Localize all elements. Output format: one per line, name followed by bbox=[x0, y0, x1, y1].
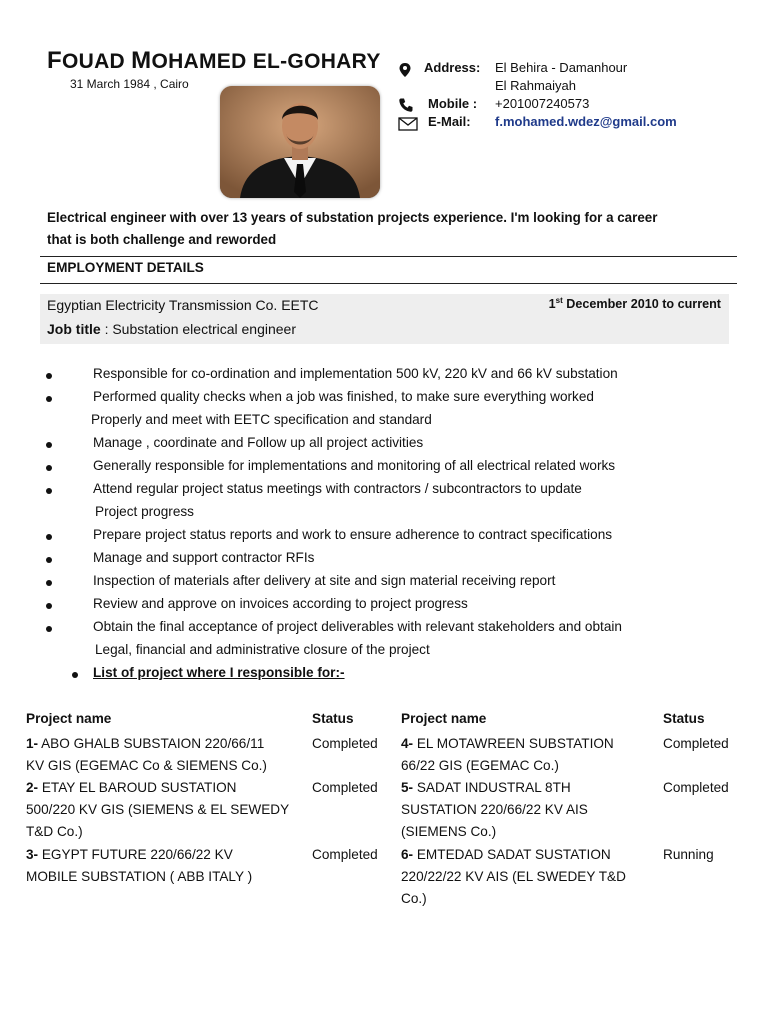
map-pin-icon bbox=[398, 62, 414, 78]
list-item: Review and approve on invoices according to project progress bbox=[93, 596, 468, 611]
employer-name: Egyptian Electricity Transmission Co. EETC bbox=[47, 297, 319, 313]
date-suffix: st bbox=[555, 296, 563, 305]
summary-line-1: Electrical engineer with over 13 years of substation projects experience. I'm looking for a career bbox=[47, 210, 658, 225]
profile-photo bbox=[220, 86, 380, 198]
career-summary bbox=[47, 207, 737, 251]
name-initial-middle: M bbox=[131, 47, 152, 74]
project-number: 2- bbox=[26, 780, 39, 795]
bullet-dot bbox=[72, 672, 78, 678]
email-label: E-Mail: bbox=[428, 114, 471, 129]
project-name-cont: (SIEMENS Co.) bbox=[401, 824, 497, 839]
list-item: Generally responsible for implementations and monitoring of all electrical related works bbox=[93, 458, 616, 473]
project-name: ETAY EL BAROUD SUSTATION bbox=[38, 780, 237, 795]
bullet-dot bbox=[46, 534, 52, 540]
project-status: Completed bbox=[312, 847, 378, 862]
name-initial-first: F bbox=[47, 47, 62, 74]
bullet-dot bbox=[46, 465, 52, 471]
table-row bbox=[401, 844, 656, 910]
list-item: Manage and support contractor RFIs bbox=[93, 550, 315, 565]
date-day: 1 bbox=[548, 297, 556, 312]
project-name: EMTEDAD SADAT SUSTATION bbox=[413, 847, 611, 862]
bullet-dot bbox=[46, 580, 52, 586]
list-item: Prepare project status reports and work to ensure adherence to contract specifications bbox=[93, 527, 613, 542]
table-row bbox=[401, 777, 656, 843]
bullet-dot bbox=[46, 488, 52, 494]
address-label: Address: bbox=[424, 60, 481, 75]
project-name-cont: 66/22 GIS (EGEMAC Co.) bbox=[401, 758, 559, 773]
project-status: Completed bbox=[312, 780, 378, 795]
table-row bbox=[26, 733, 306, 777]
list-item: Responsible for co-ordination and implementation 500 kV, 220 kV and 66 kV substation bbox=[93, 366, 618, 381]
project-name-cont: 500/220 KV GIS (SIEMENS & EL SEWEDY bbox=[26, 802, 290, 817]
job-title bbox=[47, 321, 296, 337]
job-title-label: Job title bbox=[47, 321, 101, 337]
project-number: 1- bbox=[26, 736, 39, 751]
resume-name bbox=[47, 47, 381, 75]
address-line-2: El Rahmaiyah bbox=[495, 78, 576, 93]
bullet-dot bbox=[46, 442, 52, 448]
project-name: ABO GHALB SUBSTAION 220/66/11 bbox=[38, 736, 265, 751]
bullet-dot bbox=[46, 373, 52, 379]
name-middle-rest: OHAMED EL-GOHARY bbox=[151, 50, 381, 73]
project-name: EGYPT FUTURE 220/66/22 KV bbox=[38, 847, 233, 862]
list-item: Manage , coordinate and Follow up all project activities bbox=[93, 435, 424, 450]
list-item: Inspection of materials after delivery at site and sign material receiving report bbox=[93, 573, 556, 588]
project-name: EL MOTAWREEN SUBSTATION bbox=[413, 736, 614, 751]
address-line-1: El Behira - Damanhour bbox=[495, 60, 628, 75]
project-number: 3- bbox=[26, 847, 39, 862]
project-number: 4- bbox=[401, 736, 414, 751]
table-row bbox=[26, 844, 306, 888]
project-status: Running bbox=[663, 847, 714, 862]
project-name-cont: 220/22/22 KV AIS (EL SWEDEY T&D bbox=[401, 869, 626, 884]
list-item-continuation: Project progress bbox=[95, 504, 194, 519]
mobile-number: +201007240573 bbox=[495, 96, 590, 111]
list-item-continuation: Legal, financial and administrative closure of the project bbox=[95, 642, 430, 657]
date-of-birth: 31 March 1984 , Cairo bbox=[70, 77, 189, 91]
column-header-project-name-2: Project name bbox=[401, 711, 487, 726]
bullet-dot bbox=[46, 396, 52, 402]
employment-section-title: EMPLOYMENT DETAILS bbox=[47, 260, 204, 275]
name-first-rest: OUAD bbox=[61, 50, 125, 73]
employment-date bbox=[549, 296, 721, 311]
project-status: Completed bbox=[663, 780, 729, 795]
project-name-cont: Co.) bbox=[401, 891, 427, 906]
project-status: Completed bbox=[312, 736, 378, 751]
column-header-status-2: Status bbox=[663, 711, 705, 726]
list-item-continuation: Properly and meet with EETC specification and standard bbox=[91, 412, 432, 427]
phone-icon bbox=[398, 97, 414, 113]
project-status: Completed bbox=[663, 736, 729, 751]
column-header-project-name: Project name bbox=[26, 711, 112, 726]
project-name-cont: MOBILE SUBSTATION ( ABB ITALY ) bbox=[26, 869, 253, 884]
email-link[interactable]: f.mohamed.wdez@gmail.com bbox=[495, 114, 677, 129]
list-item: Attend regular project status meetings with contractors / subcontractors to update bbox=[93, 481, 582, 496]
table-row bbox=[401, 733, 656, 777]
employer-box bbox=[40, 294, 729, 344]
project-name: SADAT INDUSTRAL 8TH bbox=[413, 780, 571, 795]
summary-line-2: that is both challenge and reworded bbox=[47, 232, 277, 247]
list-item: Obtain the final acceptance of project deliverables with relevant stakeholders and obtain bbox=[93, 619, 622, 634]
column-header-status: Status bbox=[312, 711, 354, 726]
bullet-dot bbox=[46, 603, 52, 609]
bullet-dot bbox=[46, 626, 52, 632]
bullet-dot bbox=[46, 557, 52, 563]
projects-list-heading: List of project where I responsible for:- bbox=[93, 665, 345, 680]
list-item: Performed quality checks when a job was finished, to make sure everything worked bbox=[93, 389, 594, 404]
job-title-value: : Substation electrical engineer bbox=[104, 321, 297, 337]
project-number: 5- bbox=[401, 780, 414, 795]
date-rest: December 2010 to current bbox=[562, 297, 721, 312]
project-name-cont: T&D Co.) bbox=[26, 824, 83, 839]
project-number: 6- bbox=[401, 847, 414, 862]
table-row bbox=[26, 777, 311, 843]
envelope-icon bbox=[398, 117, 418, 133]
project-name-cont: KV GIS (EGEMAC Co & SIEMENS Co.) bbox=[26, 758, 267, 773]
employment-section-header bbox=[40, 256, 737, 284]
project-name-cont: SUSTATION 220/66/22 KV AIS bbox=[401, 802, 588, 817]
mobile-label: Mobile : bbox=[428, 96, 478, 111]
